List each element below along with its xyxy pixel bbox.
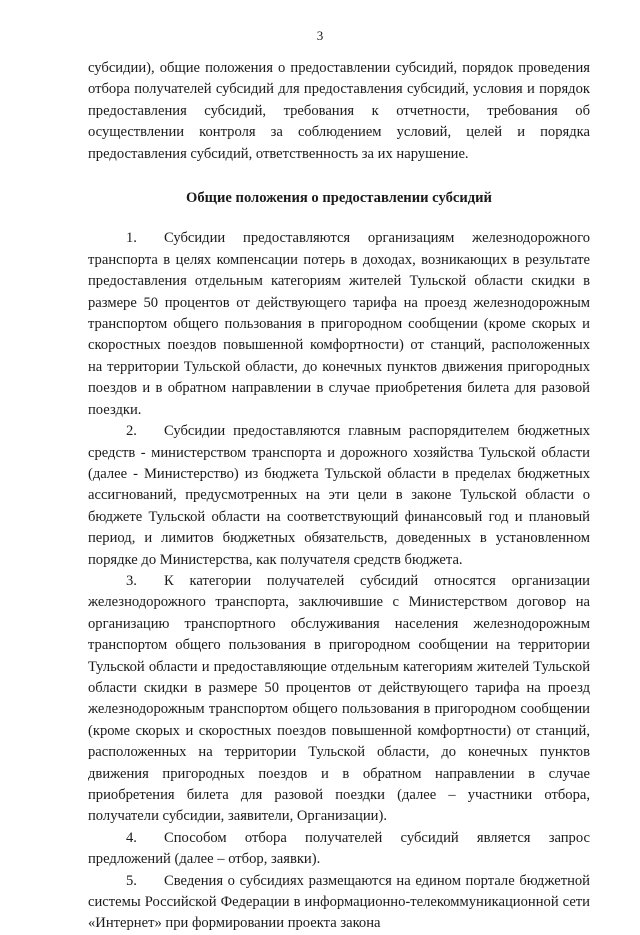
intro-paragraph: субсидии), общие положения о предоставлении субсидий, порядок проведения отбора получателей субсидий для предоставления субсидий, условия и порядок предоставления субсидий, требования к отчетности, требования об осуществлении контроля за соблюдением условий, целей и порядка предоставления субсидий, ответственность за их нарушение.	[88, 60, 590, 162]
item-text: Субсидии предоставляются организациям железнодорожного транспорта в целях компенсации потерь в доходах, возникающих в результате предоставления отдельным категориям жителей Тульской области скидки в размере 50 процентов от действующего тарифа на проезд железнодорожным транспортом общего пользования в пригородном сообщении (кроме скорых и скоростных поездов повышенной комфортности) от станций, расположенных на территории Тульской области, до конечных пунктов движения пригородных поездов и в обратном направлении в случае приобретения билета для разовой поездки.	[88, 230, 590, 418]
page-number: 3	[316, 28, 324, 43]
item-number: 1.	[126, 230, 137, 247]
list-item	[88, 828, 590, 871]
section-heading: Общие положения о предоставлении субсидий	[186, 190, 492, 207]
list-item	[88, 871, 590, 935]
item-number: 5.	[126, 872, 137, 889]
list-item	[88, 228, 590, 421]
document-body	[88, 58, 590, 935]
item-text: Способом отбора получателей субсидий является запрос предложений (далее – отбор, заявки).	[88, 829, 590, 868]
list-item	[88, 421, 590, 571]
list-item	[88, 571, 590, 828]
item-number: 2.	[126, 423, 137, 440]
item-number: 3.	[126, 572, 137, 589]
item-number: 4.	[126, 829, 137, 846]
item-text: Сведения о субсидиях размещаются на едином портале бюджетной системы Российской Федерации в информационно-телекоммуникационной сети «Интернет» при формировании проекта закона	[88, 872, 590, 932]
item-text: Субсидии предоставляются главным распорядителем бюджетных средств - министерством транспорта и дорожного хозяйства Тульской области (далее - Министерство) из бюджета Тульской области в пределах бюджетных ассигнований, предусмотренных на эти цели в законе Тульской области о бюджете Тульской области на соответствующий финансовый год и плановый период, и лимитов бюджетных обязательств, доведенных в установленном порядке до Министерства, как получателя средств бюджета.	[88, 423, 590, 568]
item-text: К категории получателей субсидий относятся организации железнодорожного транспорта, заключившие с Министерством договор на организацию транспортного обслуживания населения железнодорожным транспортом общего пользования в пригородном сообщении на территории Тульской области и предоставляющие отдельным категориям жителей Тульской области скидки в размере 50 процентов от действующего тарифа на проезд железнодорожным транспортом общего пользования в пригородном сообщении (кроме скорых и скоростных поездов повышенной комфортности) от станций, расположенных на территории Тульской области, до конечных пунктов движения пригородных поездов и в обратном направлении в случае приобретения билета для разовой поездки (далее – участники отбора, получатели субсидии, заявители, Организации).	[88, 572, 590, 825]
